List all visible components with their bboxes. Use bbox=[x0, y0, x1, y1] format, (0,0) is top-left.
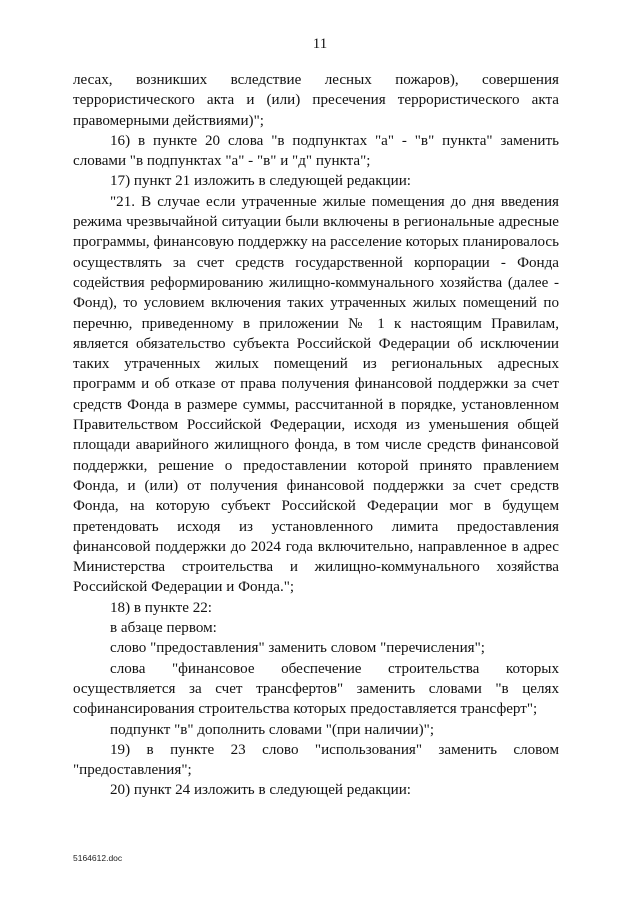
page-number: 11 bbox=[312, 36, 328, 52]
paragraph-item-19: 19) в пункте 23 слово "использования" заменить словом "предоставления"; bbox=[73, 741, 559, 779]
paragraph-point-21-text: "21. В случае если утраченные жилые помещения до дня введения режима чрезвычайной ситуации были включены в региональные адресные программы, финансовую поддержку на расселение которых планировалось осуществлять за счет средств государственной корпорации - Фонда содействия реформированию жилищно-коммунального хозяйства (далее - Фонд), то условием включения таких утраченных жилых помещений по перечню, приведенному в приложении № 1 к настоящим Правилам, является обязательство субъекта Российской Федерации об исключении таких утраченных жилых помещений из региональных адресных программ и об отказе от права получения финансовой поддержки за счет средств Фонда в размере суммы, рассчитанной в порядке, установленном Правительством Российской Федерации, исходя из уменьшения общей площади аварийного жилищного фонда, в том числе средств финансовой поддержки, решение о предоставлении которой принято правлением Фонда, и (или) от получения финансовой поддержки за счет средств Фонда, на которую субъект Российской Федерации мог в будущем претендовать исходя из установленного лимита предоставления финансовой поддержки до 2024 года включительно, направленное в адрес Министерства строительства и жилищно-коммунального хозяйства Российской Федерации и Фонда."; bbox=[73, 193, 559, 596]
paragraph-continuation: лесах, возникших вследствие лесных пожаров), совершения террористического акта и (или) пресечения террористического акта правомерными действиями)"; bbox=[73, 72, 559, 129]
document-body bbox=[73, 70, 559, 801]
document-file-code: 5164612.doc bbox=[73, 853, 123, 863]
paragraph-item-18: 18) в пункте 22: bbox=[110, 599, 212, 616]
paragraph-words-replacement: слова "финансовое обеспечение строительства которых осуществляется за счет трансфертов" заменить словами "в целях софинансирования строительства которых предоставляется трансферт"; bbox=[73, 660, 559, 718]
paragraph-subitem-v: подпункт "в" дополнить словами "(при наличии)"; bbox=[110, 721, 435, 738]
paragraph-item-20: 20) пункт 24 изложить в следующей редакции: bbox=[110, 782, 411, 799]
paragraph-first-subsection: в абзаце первом: bbox=[110, 620, 217, 637]
paragraph-item-17: 17) пункт 21 изложить в следующей редакции: bbox=[110, 173, 411, 190]
paragraph-word-replacement: слово "предоставления" заменить словом "перечисления"; bbox=[110, 640, 485, 657]
paragraph-item-16: 16) в пункте 20 слова "в подпунктах "а" - "в" пункта" заменить словами "в подпунктах "а" - "в" и "д" пункта"; bbox=[73, 132, 559, 170]
